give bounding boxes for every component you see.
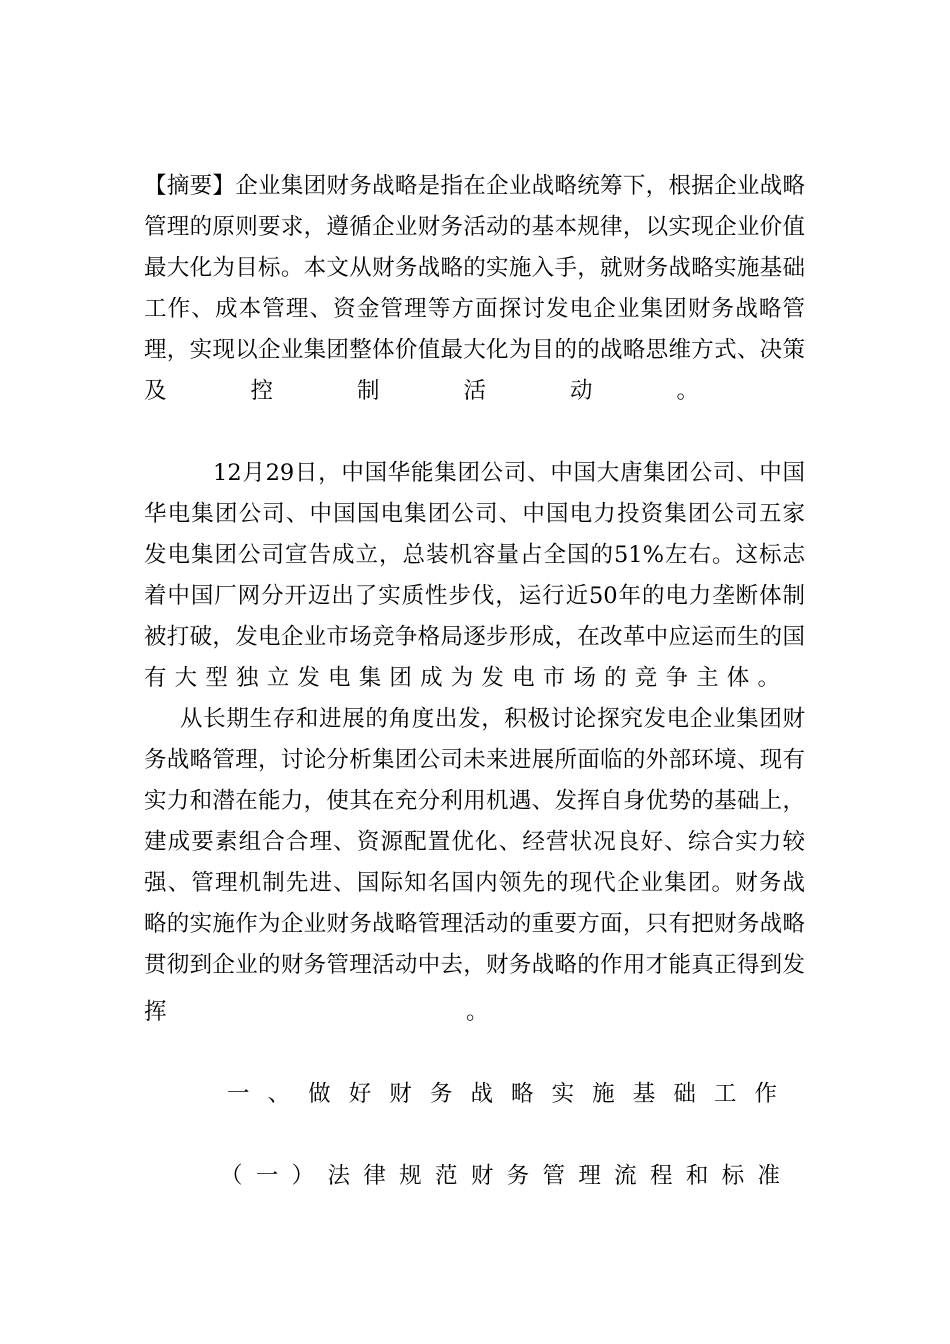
section-heading-1: 一、做好财务战略实施基础工作 bbox=[227, 1081, 777, 1107]
paragraph2-line-2: 务战略管理，讨论分析集团公司未来进展所面临的外部环境、现有 bbox=[144, 747, 805, 773]
abstract-text: 企业集团财务战略是指在企业战略统筹下，根据企业战略 bbox=[235, 173, 805, 199]
subsection-heading-1: （一）法律规范财务管理流程和标准 bbox=[220, 1163, 780, 1189]
paragraph2-line-4: 建成要素组合合理、资源配置优化、经营状况良好、综合实力较 bbox=[144, 829, 805, 855]
paragraph2-line-8: 挥 bbox=[144, 999, 167, 1025]
paragraph2-line-3: 实力和潜在能力，使其在充分利用机遇、发挥自身优势的基础上， bbox=[144, 788, 805, 814]
abstract-line-4: 工作、成本管理、资金管理等方面探讨发电企业集团财务战略管 bbox=[144, 296, 805, 322]
abstract-line-5: 理，实现以企业集团整体价值最大化为目的的战略思维方式、决策 bbox=[144, 337, 805, 363]
paragraph2-end-mark: 。 bbox=[466, 999, 489, 1025]
paragraph2-line-1: 从长期生存和进展的角度出发，积极讨论探究发电企业集团财 bbox=[180, 706, 805, 732]
paragraph1-line-5: 被打破，发电企业市场竞争格局逐步形成，在改革中应运而生的国 bbox=[144, 624, 805, 650]
paragraph1-line-6: 有大型独立发电集团成为发电市场的竞争主体。 bbox=[144, 665, 780, 691]
paragraph2-line-6: 略的实施作为企业财务战略管理活动的重要方面，只有把财务战略 bbox=[144, 911, 805, 937]
abstract-label: 【摘要】 bbox=[144, 173, 236, 199]
paragraph2-line-5: 强、管理机制先进、国际知名国内领先的现代企业集团。财务战 bbox=[144, 870, 805, 896]
paragraph2-line-7: 贯彻到企业的财务管理活动中去，财务战略的作用才能真正得到发 bbox=[144, 952, 805, 978]
paragraph1-line-3: 发电集团公司宣告成立，总装机容量占全国的51%左右。这标志 bbox=[144, 542, 805, 568]
paragraph1-line-1: 12月29日，中国华能集团公司、中国大唐集团公司、中国 bbox=[213, 460, 805, 486]
paragraph1-line-2: 华电集团公司、中国国电集团公司、中国电力投资集团公司五家 bbox=[144, 501, 805, 527]
abstract-line-1 bbox=[144, 166, 805, 207]
abstract-line-6: 及控制活动。 bbox=[144, 378, 699, 404]
abstract-line-2: 管理的原则要求，遵循企业财务活动的基本规律，以实现企业价值 bbox=[144, 214, 805, 240]
abstract-line-3: 最大化为目标。本文从财务战略的实施入手，就财务战略实施基础 bbox=[144, 255, 805, 281]
paragraph1-line-4: 着中国厂网分开迈出了实质性步伐，运行近50年的电力垄断体制 bbox=[144, 583, 805, 609]
